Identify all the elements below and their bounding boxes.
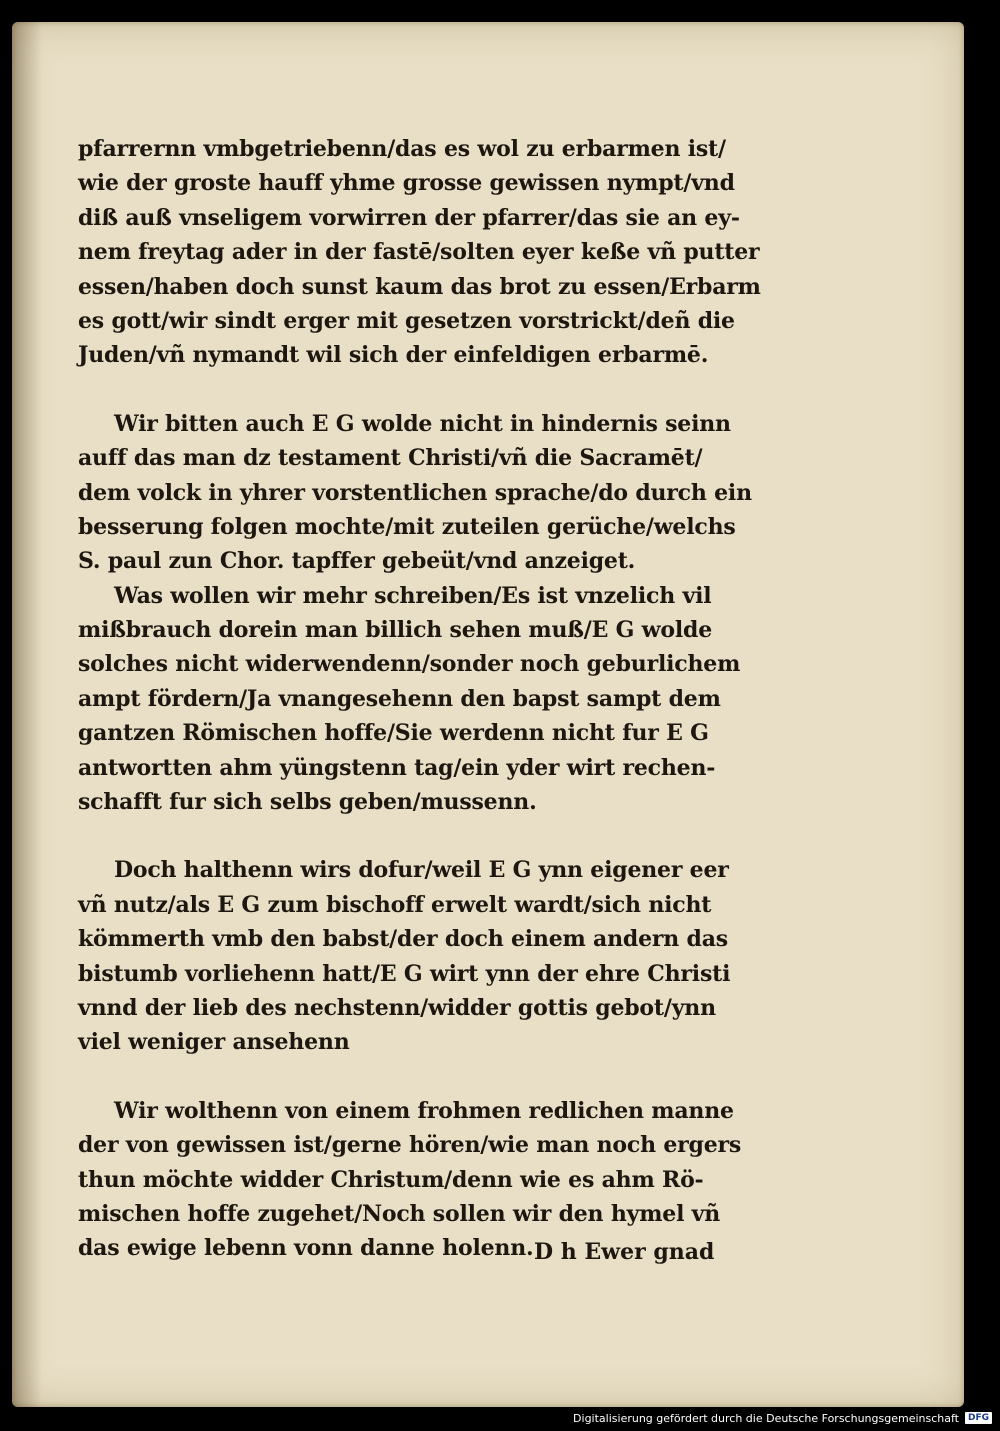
text-line: Was wollen wir mehr schreiben/Es ist vnzelich vil (114, 582, 712, 609)
text-line: ampt fördern/Ja vnangesehenn den bapst sampt dem (78, 685, 721, 712)
paragraph-spacer (78, 373, 778, 407)
digitization-credit (573, 1409, 992, 1427)
text-line: diß auß vnseligem vorwirren der pfarrer/das sie an ey- (78, 204, 740, 231)
paragraph-2 (78, 407, 778, 579)
text-line: schafft fur sich selbs geben/mussenn. (78, 789, 537, 816)
credit-text: Digitalisierung gefördert durch die Deutsche Forschungsgemeinschaft (573, 1411, 959, 1425)
text-line: viel weniger ansehenn (78, 1029, 350, 1056)
text-line: Wir wolthenn von einem frohmen redlichen manne (114, 1097, 734, 1124)
text-line: besserung folgen mochte/mit zuteilen gerüche/welchs (78, 513, 736, 540)
closing-signature: D h Ewer gnad (534, 1239, 715, 1265)
text-line: mißbrauch dorein man billich sehen muß/E G wolde (78, 617, 713, 644)
text-line: vñ nutz/als E G zum bischoff erwelt wardt/sich nicht (78, 891, 712, 918)
text-line: dem volck in yhrer vorstentlichen sprache/do durch ein (78, 479, 752, 506)
text-line: essen/haben doch sunst kaum das brot zu essen/Erbarm (78, 273, 761, 300)
text-line: thun möchte widder Christum/denn wie es ahm Rö- (78, 1166, 704, 1193)
text-line: kömmerth vmb den babst/der doch einem andern das (78, 926, 728, 953)
text-line: Wir bitten auch E G wolde nicht in hindernis seinn (114, 410, 731, 437)
text-line: antwortten ahm yüngstenn tag/ein yder wirt rechen- (78, 754, 716, 781)
text-line: Juden/vñ nymandt wil sich der einfeldigen erbarmē. (78, 342, 709, 369)
text-line: S. paul zun Chor. tapffer gebeüt/vnd anzeiget. (78, 548, 636, 575)
text-line: gantzen Römischen hoffe/Sie werdenn nicht fur E G (78, 720, 709, 747)
paragraph-3 (78, 579, 778, 820)
text-line: mischen hoffe zugehet/Noch sollen wir den hymel vñ (78, 1200, 721, 1227)
page-text (78, 132, 778, 1266)
text-line: vnnd der lieb des nechstenn/widder gottis gebot/ynn (78, 994, 716, 1021)
text-line: das ewige lebenn vonn danne holenn. (78, 1235, 534, 1262)
text-line: bistumb vorliehenn hatt/E G wirt ynn der ehre Christi (78, 960, 731, 987)
dfg-logo-icon: DFG (965, 1412, 992, 1424)
text-line: es gott/wir sindt erger mit gesetzen vorstrickt/deñ die (78, 307, 735, 334)
text-line: pfarrernn vmbgetriebenn/das es wol zu erbarmen ist/ (78, 136, 726, 162)
book-page (12, 22, 964, 1407)
text-line: auff das man dz testament Christi/vñ die Sacramēt/ (78, 445, 703, 472)
paragraph-4 (78, 853, 778, 1059)
text-line: Doch halthenn wirs dofur/weil E G ynn eigener eer (114, 857, 729, 884)
paragraph-spacer (78, 1060, 778, 1094)
paragraph-1 (78, 132, 778, 373)
paragraph-spacer (78, 819, 778, 853)
text-line: wie der groste hauff yhme grosse gewissen nympt/vnd (78, 170, 735, 197)
text-line: nem freytag ader in der fastē/solten eyer keße vñ putter (78, 239, 760, 266)
text-line: der von gewissen ist/gerne hören/wie man noch ergers (78, 1132, 742, 1159)
text-line: solches nicht widerwendenn/sonder noch geburlichem (78, 651, 741, 678)
